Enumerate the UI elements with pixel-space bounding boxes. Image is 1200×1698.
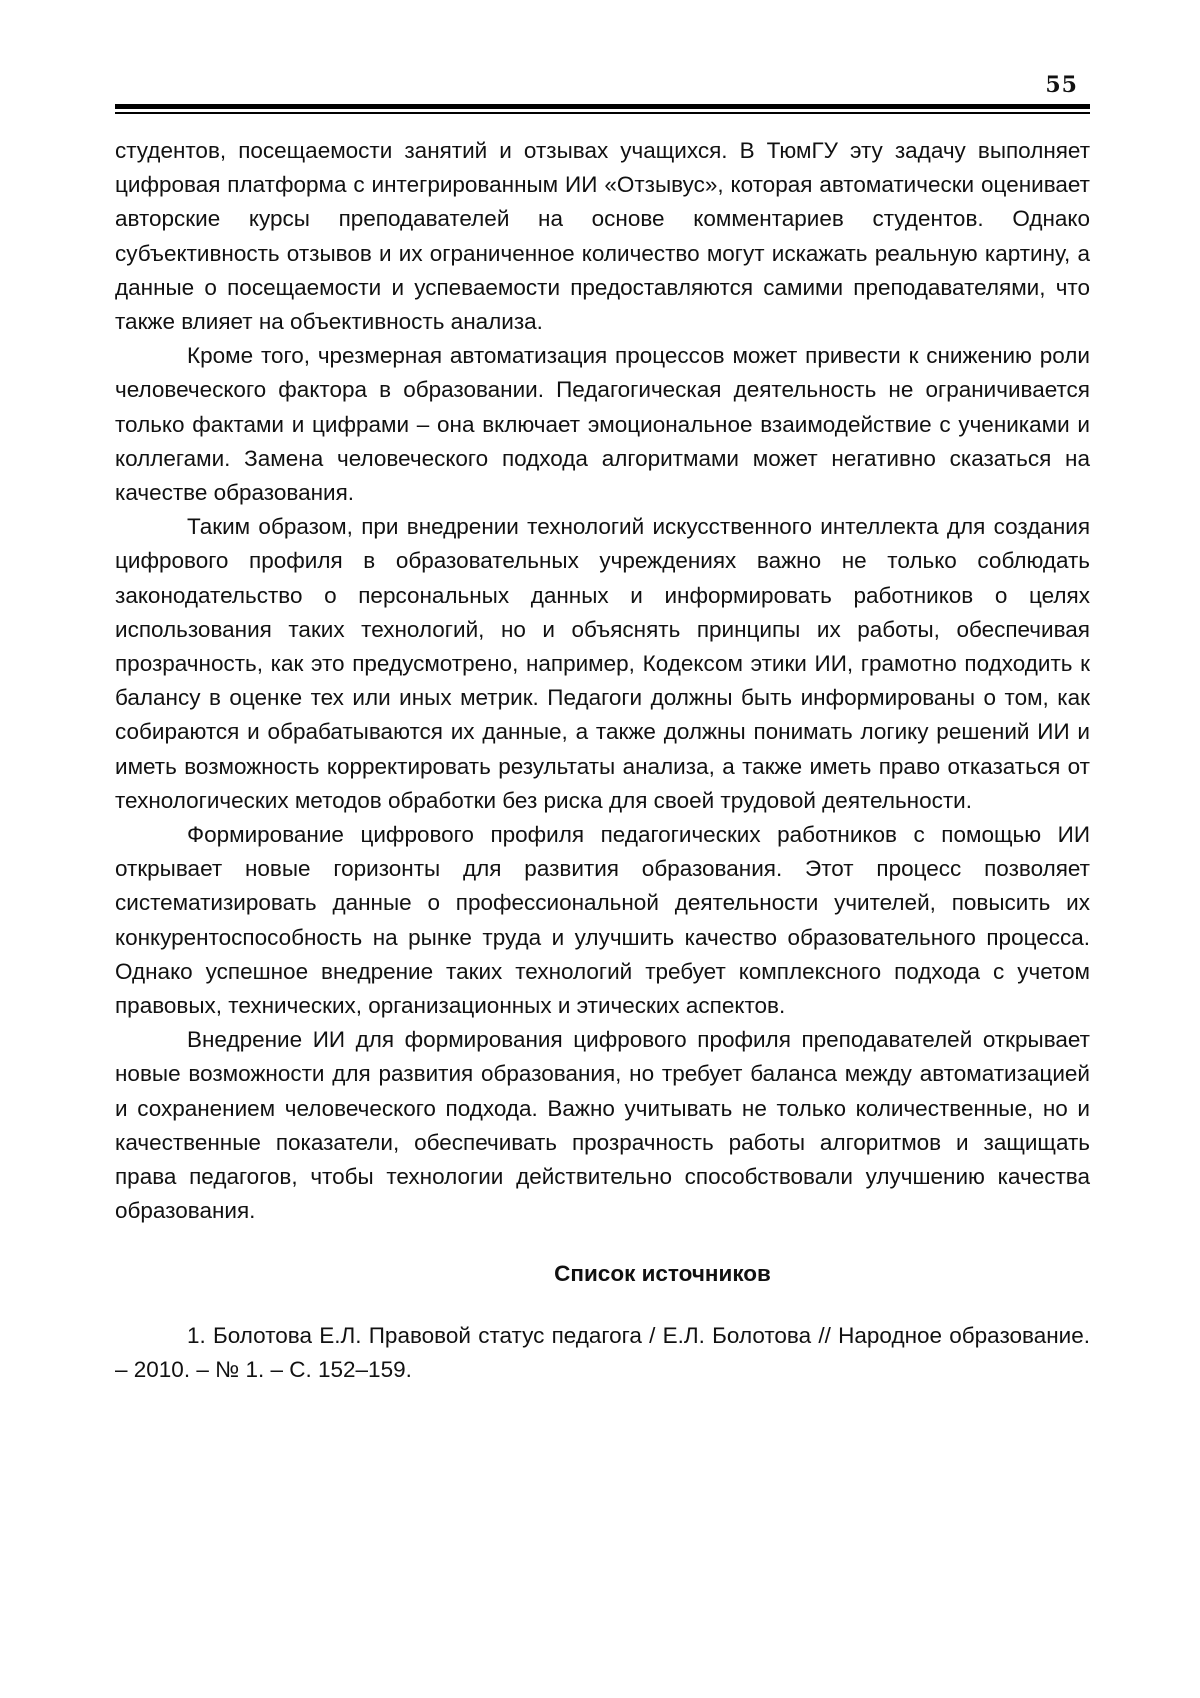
paragraph: Кроме того, чрезмерная автоматизация процессов может привести к снижению роли человеческого фактора в образовании. Педагогическая деятельность не ограничивается только фактами и цифрами – она включает эмоциональное взаимодействие с учениками и коллегами. Замена человеческого подхода алгоритмами может негативно сказаться на качестве образования. bbox=[115, 343, 1090, 506]
paragraph: Внедрение ИИ для формирования цифрового профиля преподавателей открывает новые возможности для развития образования, но требует баланса между автоматизацией и сохранением человеческого подхода. Важно учитывать не только количественные, но и качественные показатели, обеспечивать прозрачность работы алгоритмов и защищать права педагогов, чтобы технологии действительно способствовали улучшению качества образования. bbox=[115, 1027, 1090, 1224]
reference-item: 1. Болотова Е.Л. Правовой статус педагога / Е.Л. Болотова // Народное образование. – 2010. – № 1. – С. 152–159. bbox=[115, 1322, 1090, 1382]
page-header bbox=[115, 68, 1090, 116]
paragraph: Таким образом, при внедрении технологий искусственного интеллекта для создания цифрового профиля в образовательных учреждениях важно не только соблюдать законодательство о персональных данных и информировать работников о целях использования таких технологий, но и объяснять принципы их работы, обеспечивая прозрачность, как это предусмотрено, например, Кодексом этики ИИ, грамотно подходить к балансу в оценке тех или иных метрик. Педагоги должны быть информированы о том, как собираются и обрабатываются их данные, а также должны понимать логику решений ИИ и иметь возможность корректировать результаты анализа, а также иметь право отказаться от технологических методов обработки без риска для своей трудовой деятельности. bbox=[115, 514, 1090, 813]
header-rule-thick bbox=[115, 104, 1090, 109]
paragraph: студентов, посещаемости занятий и отзывах учащихся. В ТюмГУ эту задачу выполняет цифровая платформа с интегрированным ИИ «Отзывус», которая автоматически оценивает авторские курсы преподавателей на основе комментариев студентов. Однако субъективность отзывов и их ограниченное количество могут искажать реальную картину, а данные о посещаемости и успеваемости предоставляются самими преподавателями, что также влияет на объективность анализа. bbox=[115, 138, 1090, 335]
body-text bbox=[115, 134, 1090, 1387]
header-rule-thin bbox=[115, 112, 1090, 114]
page-number: 55 bbox=[1045, 72, 1078, 98]
references-title: Список источников bbox=[554, 1260, 771, 1286]
references-list bbox=[115, 1319, 1090, 1387]
paragraph: Формирование цифрового профиля педагогических работников с помощью ИИ открывает новые горизонты для развития образования. Этот процесс позволяет систематизировать данные о профессиональной деятельности учителей, повысить их конкурентоспособность на рынке труда и улучшить качество образовательного процесса. Однако успешное внедрение таких технологий требует комплексного подхода с учетом правовых, технических, организационных и этических аспектов. bbox=[115, 822, 1090, 1019]
